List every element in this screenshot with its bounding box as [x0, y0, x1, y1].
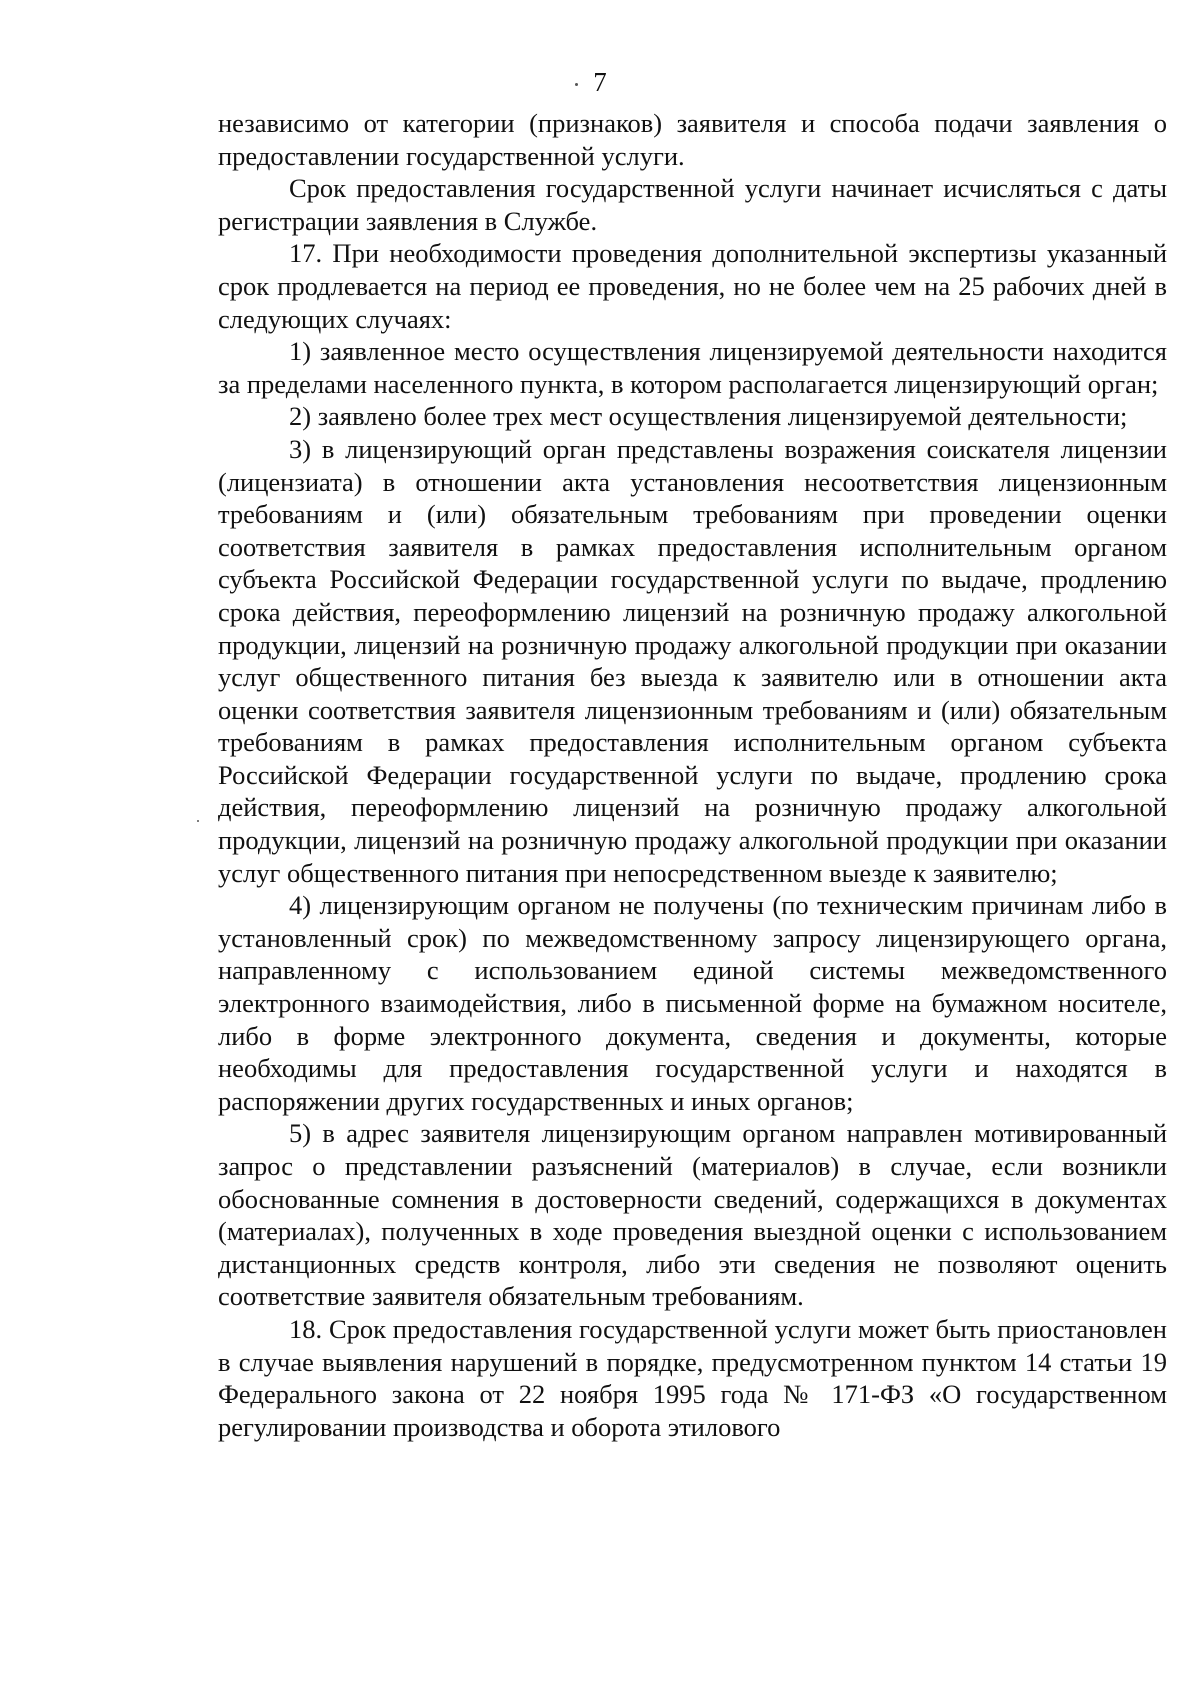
document-body — [218, 107, 1167, 1443]
paragraph-continuation: независимо от категории (признаков) заявителя и способа подачи заявления о предоставлении государственной услуги. — [218, 108, 1167, 171]
list-item-5: 5) в адрес заявителя лицензирующим органом направлен мотивированный запрос о представлении разъяснений (материалов) в случае, если возникли обоснованные сомнения в достоверности сведений, содержащихся в документах (материалах), полученных в ходе проведения выездной оценки с использованием дистанционных средств контроля, либо эти сведения не позволяют оценить соответствие заявителя обязательным требованиям. — [218, 1118, 1167, 1312]
page-number: 7 — [593, 67, 607, 97]
list-item-3: 3) в лицензирующий орган представлены возражения соискателя лицензии (лицензиата) в отношении акта установления несоответствия лицензионным требованиям и (или) обязательным требованиям при проведении оценки соответствия заявителя в рамках предоставления исполнительным органом субъекта Российской Федерации государственной услуги по выдаче, продлению срока действия, переоформлению лицензий на розничную продажу алкогольной продукции, лицензий на розничную продажу алкогольной продукции при оказании услуг общественного питания без выезда к заявителю или в отношении акта оценки соответствия заявителя лицензионным требованиям и (или) обязательным требованиям в рамках предоставления исполнительным органом субъекта Российской Федерации государственной услуги по выдаче, продлению срока действия, переоформлению лицензий на розничную продажу алкогольной продукции, лицензий на розничную продажу алкогольной продукции при оказании услуг общественного питания при непосредственном выезде к заявителю; — [218, 433, 1167, 888]
paragraph-term-start: Срок предоставления государственной услуги начинает исчисляться с даты регистрации заявления в Службе. — [218, 173, 1167, 236]
paragraph-18: 18. Срок предоставления государственной услуги может быть приостановлен в случае выявления нарушений в порядке, предусмотренном пунктом 14 статьи 19 Федерального закона от 22 ноября 1995 года № 171-ФЗ «О государственном регулировании производства и оборота этилового — [218, 1313, 1167, 1442]
scan-artifact-dot — [197, 820, 199, 822]
list-item-4: 4) лицензирующим органом не получены (по техническим причинам либо в установленный срок) по межведомственному запросу лицензирующего органа, направленному с использованием единой системы межведомственного электронного взаимодействия, либо в письменной форме на бумажном носителе, либо в форме электронного документа, сведения и документы, которые необходимы для предоставления государственной услуги и находятся в распоряжении других государственных и иных органов; — [218, 890, 1167, 1116]
paragraph-17: 17. При необходимости проведения дополнительной экспертизы указанный срок продлевается на период ее проведения, но не более чем на 25 рабочих дней в следующих случаях: — [218, 238, 1167, 334]
list-item-2: 2) заявлено более трех мест осуществления лицензируемой деятельности; — [289, 401, 1128, 432]
list-item-1: 1) заявленное место осуществления лицензируемой деятельности находится за пределами населенного пункта, в котором располагается лицензирующий орган; — [218, 336, 1167, 399]
